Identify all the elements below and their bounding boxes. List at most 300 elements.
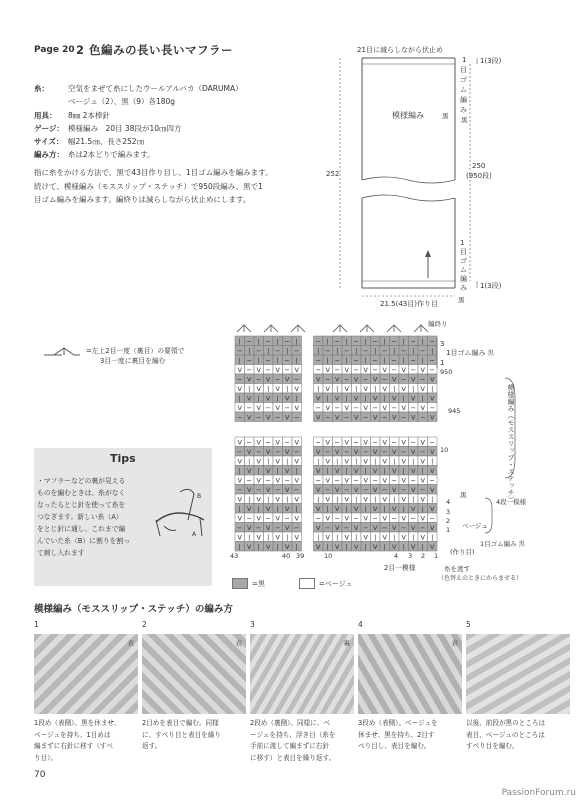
chart-symbol: | bbox=[374, 533, 377, 542]
chart-symbol: − bbox=[275, 524, 281, 532]
chart-symbol: V bbox=[344, 495, 349, 504]
chart-symbol: V bbox=[430, 394, 435, 403]
chart-symbol: V bbox=[316, 394, 321, 403]
chart-symbol: − bbox=[391, 337, 397, 346]
row-label: 3 bbox=[440, 340, 445, 348]
rib-bottom-char: 目 bbox=[460, 248, 467, 256]
chart-symbol: − bbox=[420, 524, 426, 532]
chart-symbol: V bbox=[382, 514, 387, 523]
rib-top-char: 編 bbox=[460, 96, 467, 104]
chart-symbol: | bbox=[295, 337, 298, 346]
spec-tools bbox=[34, 109, 304, 122]
chart-symbol: V bbox=[247, 467, 252, 475]
chart-symbol: V bbox=[344, 514, 349, 523]
row-label: 1 bbox=[446, 526, 451, 534]
chart-symbol: V bbox=[266, 375, 271, 384]
chart-symbol: − bbox=[284, 514, 290, 523]
caption-line: 返す。 bbox=[142, 742, 162, 751]
chart-symbol: V bbox=[247, 543, 252, 551]
chart-symbol: V bbox=[430, 505, 435, 513]
chart-symbol: − bbox=[391, 438, 397, 447]
decrease-symbol-icon bbox=[42, 345, 82, 359]
chart-symbol: | bbox=[393, 495, 396, 504]
chart-symbol: V bbox=[335, 375, 340, 384]
chart-symbol: − bbox=[294, 375, 300, 384]
chart-symbol: − bbox=[410, 514, 416, 523]
chart-symbol: | bbox=[355, 495, 358, 504]
chart-symbol: | bbox=[402, 337, 405, 346]
step-side: 表 bbox=[451, 639, 458, 647]
caption-line: すべり目を編む。 bbox=[466, 742, 519, 751]
spec-value: ベージュ（2）、黒（9）各180g bbox=[68, 97, 176, 107]
chart-symbol: V bbox=[401, 404, 406, 412]
chart-symbol: V bbox=[354, 486, 359, 494]
chart-symbol: V bbox=[344, 533, 349, 542]
chart-symbol: − bbox=[325, 486, 331, 494]
chart-symbol: − bbox=[246, 438, 252, 447]
chart-symbol: − bbox=[353, 514, 359, 523]
step-caption bbox=[142, 718, 246, 753]
chart-symbol: | bbox=[412, 385, 415, 393]
chart-symbol: | bbox=[355, 533, 358, 542]
spec-value: 糸は2本どりで編みます。 bbox=[68, 150, 155, 160]
chart-symbol: − bbox=[363, 375, 369, 384]
chart-symbol: | bbox=[248, 347, 251, 355]
step-number: 3 bbox=[250, 620, 255, 629]
chart-symbol: | bbox=[374, 347, 377, 355]
chart-symbol: | bbox=[383, 505, 386, 513]
chart-symbol: | bbox=[326, 356, 329, 365]
chart-symbol: − bbox=[363, 448, 369, 456]
chart-symbol: V bbox=[285, 394, 290, 403]
chart-symbol: − bbox=[237, 448, 243, 456]
chart-grid-bottom bbox=[235, 437, 437, 551]
tips-line: て刺し入れます bbox=[37, 549, 85, 557]
chart-symbol: V bbox=[285, 413, 290, 422]
chart-symbol: V bbox=[363, 495, 368, 504]
chart-symbol: − bbox=[294, 413, 300, 422]
rib-bottom-char: 1 bbox=[460, 239, 465, 247]
chart-symbol: | bbox=[286, 495, 289, 504]
spec-key: 編み方： bbox=[34, 150, 64, 160]
chart-symbol: V bbox=[420, 514, 425, 523]
chart-symbol: V bbox=[275, 404, 280, 412]
chart-symbol: V bbox=[247, 524, 252, 532]
chart-symbol: − bbox=[372, 404, 378, 412]
chart-symbol: V bbox=[344, 404, 349, 412]
spec-key: ゲージ： bbox=[34, 123, 64, 133]
row-label: 2 bbox=[446, 517, 451, 525]
chart-symbol: − bbox=[372, 514, 378, 523]
chart-symbol: | bbox=[421, 505, 424, 513]
chart-symbol: | bbox=[345, 505, 348, 513]
row-label: 1 bbox=[440, 359, 445, 367]
chart-symbol: V bbox=[373, 448, 378, 456]
caption-line: 休ませ、黒を持ち、2目す bbox=[358, 730, 435, 739]
method-text bbox=[34, 166, 314, 207]
chart-symbol: − bbox=[429, 514, 435, 523]
chart-symbol: V bbox=[363, 366, 368, 374]
length-pattern-rows: (950段) bbox=[466, 172, 492, 180]
step-photo bbox=[142, 634, 246, 714]
chart-symbol: V bbox=[363, 476, 368, 485]
step-photo bbox=[34, 634, 138, 714]
chart-symbol: − bbox=[410, 337, 416, 346]
chart-symbol: V bbox=[316, 413, 321, 422]
chart-symbol: − bbox=[265, 337, 271, 346]
chart-symbol: V bbox=[285, 375, 290, 384]
chart-symbol: V bbox=[420, 438, 425, 447]
page-title: 2 色編みの長い長いマフラー bbox=[76, 43, 234, 57]
chart-symbol: | bbox=[383, 337, 386, 346]
chart-symbol: | bbox=[412, 533, 415, 542]
chart-symbol: V bbox=[373, 375, 378, 384]
caption-line: に、すべり目と表目を繰り bbox=[142, 730, 221, 739]
chart-symbol: V bbox=[401, 385, 406, 393]
chart-symbol: − bbox=[420, 347, 426, 355]
chart-symbol: V bbox=[382, 495, 387, 504]
chart-symbol: V bbox=[285, 467, 290, 475]
chart-symbol: − bbox=[275, 347, 281, 355]
chart-symbol: | bbox=[286, 533, 289, 542]
chart-symbol: V bbox=[430, 486, 435, 494]
chart-symbol: V bbox=[325, 438, 330, 447]
chart-symbol: V bbox=[237, 495, 242, 504]
chart-symbol: − bbox=[429, 404, 435, 412]
legend-swatch-black bbox=[232, 578, 248, 589]
chart-symbol: V bbox=[237, 366, 242, 374]
chart-symbol: − bbox=[315, 337, 321, 346]
chart-symbol: V bbox=[335, 505, 340, 513]
caption-line: ージュを持ち、浮き目（糸を bbox=[250, 730, 336, 739]
chart-symbol: V bbox=[247, 413, 252, 422]
chart-symbol: V bbox=[316, 448, 321, 456]
chart-symbol: − bbox=[256, 347, 262, 355]
row-label: 10 bbox=[440, 446, 449, 454]
chart-symbol: − bbox=[410, 356, 416, 365]
chart-symbol: − bbox=[237, 347, 243, 355]
chart-symbol: − bbox=[401, 524, 407, 532]
legend-beige: =ベージュ bbox=[318, 579, 353, 588]
chart-symbol: V bbox=[256, 457, 261, 466]
chart-symbol: V bbox=[285, 505, 290, 513]
chart-symbol: − bbox=[382, 413, 388, 422]
chart-symbol: V bbox=[373, 543, 378, 551]
chart-symbol: V bbox=[266, 413, 271, 422]
chart-symbol: V bbox=[420, 476, 425, 485]
chart-symbol: V bbox=[344, 385, 349, 393]
chart-symbol: − bbox=[420, 486, 426, 494]
chart-symbol: V bbox=[420, 366, 425, 374]
chart-symbol: | bbox=[276, 356, 279, 365]
chart-symbol: − bbox=[256, 448, 262, 456]
chart-symbol: | bbox=[257, 337, 260, 346]
chart-symbol: − bbox=[401, 413, 407, 422]
chart-symbol: − bbox=[410, 476, 416, 485]
rib-top-char: ム bbox=[460, 86, 467, 94]
chart-symbol: V bbox=[237, 533, 242, 542]
chart-symbol: − bbox=[391, 404, 397, 412]
chart-symbol: − bbox=[237, 524, 243, 532]
chart-symbol: V bbox=[247, 394, 252, 403]
chart-symbol: V bbox=[294, 366, 299, 374]
chart-symbol: | bbox=[295, 505, 298, 513]
chart-symbol: | bbox=[257, 467, 260, 475]
chart-symbol: V bbox=[316, 375, 321, 384]
chart-symbol: − bbox=[353, 404, 359, 412]
chart-symbol: | bbox=[364, 356, 367, 365]
chart-symbol: V bbox=[411, 394, 416, 403]
step-caption bbox=[358, 718, 462, 753]
chart-symbol: − bbox=[284, 438, 290, 447]
chart-symbol: − bbox=[275, 413, 281, 422]
caption-line: ベージュを持ち、1目めは bbox=[34, 730, 111, 739]
chart-symbol: | bbox=[393, 385, 396, 393]
chart-symbol: V bbox=[256, 366, 261, 374]
caption-line: 3段め（表側）。ベージュを bbox=[358, 719, 438, 727]
chart-symbol: V bbox=[316, 505, 321, 513]
chart-symbol: − bbox=[344, 524, 350, 532]
chart-symbol: − bbox=[246, 356, 252, 365]
spec-size bbox=[34, 135, 304, 148]
chart-symbol: V bbox=[247, 448, 252, 456]
spec-yarn bbox=[34, 82, 304, 109]
chart-symbol: | bbox=[276, 467, 279, 475]
four-row-repeat: 4段一模様 bbox=[496, 498, 527, 506]
chart-symbol: − bbox=[372, 438, 378, 447]
chart-symbol: V bbox=[285, 486, 290, 494]
col-label: 3 bbox=[408, 552, 413, 560]
chart-symbol: V bbox=[430, 375, 435, 384]
chart-symbol: | bbox=[276, 543, 279, 551]
chart-symbol: − bbox=[237, 486, 243, 494]
chart-symbol: | bbox=[257, 356, 260, 365]
chart-symbol: | bbox=[431, 495, 434, 504]
chart-symbol: V bbox=[344, 457, 349, 466]
chart-symbol: − bbox=[325, 375, 331, 384]
chart-symbol: − bbox=[325, 413, 331, 422]
chart-symbol: V bbox=[411, 543, 416, 551]
chart-symbol: V bbox=[392, 448, 397, 456]
chart-symbol: − bbox=[334, 366, 340, 374]
col-label: 10 bbox=[324, 552, 333, 560]
spec-key: 糸： bbox=[34, 84, 49, 93]
chart-symbol: V bbox=[237, 404, 242, 412]
chart-symbol: V bbox=[275, 533, 280, 542]
chart-symbol: | bbox=[295, 394, 298, 403]
chart-symbol: − bbox=[410, 438, 416, 447]
chart-symbol: − bbox=[265, 476, 271, 485]
chart-symbol: V bbox=[237, 438, 242, 447]
chart-symbol: − bbox=[265, 366, 271, 374]
chart-symbol: − bbox=[275, 375, 281, 384]
howto-step bbox=[250, 620, 354, 762]
bind-off-end-label: 編終り bbox=[428, 320, 448, 328]
chart-symbol: | bbox=[267, 347, 270, 355]
rib-top-char: み bbox=[460, 106, 467, 114]
chart-symbol: | bbox=[355, 385, 358, 393]
chart-symbol: V bbox=[275, 495, 280, 504]
chart-symbol: V bbox=[316, 543, 321, 551]
chart-symbol: | bbox=[402, 505, 405, 513]
chart-symbol: V bbox=[294, 476, 299, 485]
chart-symbol: − bbox=[275, 486, 281, 494]
chart-symbol: V bbox=[275, 366, 280, 374]
chart-symbol: | bbox=[336, 457, 339, 466]
step-number: 4 bbox=[358, 620, 363, 629]
chart-symbol: − bbox=[315, 366, 321, 374]
row-label: 945 bbox=[448, 407, 461, 415]
step-number: 5 bbox=[466, 620, 471, 629]
chart-symbol: | bbox=[383, 467, 386, 475]
chart-symbol: | bbox=[345, 394, 348, 403]
chart-symbol: V bbox=[401, 514, 406, 523]
rib-top-char: ゴ bbox=[460, 76, 467, 84]
chart-symbol: V bbox=[294, 385, 299, 393]
chart-symbol: − bbox=[391, 476, 397, 485]
chart-symbol: V bbox=[430, 543, 435, 551]
chart-symbol: V bbox=[373, 394, 378, 403]
spec-gauge bbox=[34, 122, 304, 135]
chart-symbol: V bbox=[430, 448, 435, 456]
chart-symbol: | bbox=[267, 457, 270, 466]
chart-symbol: | bbox=[336, 533, 339, 542]
chart-symbol: − bbox=[256, 524, 262, 532]
chart-symbol: V bbox=[285, 524, 290, 532]
step-caption bbox=[34, 718, 138, 764]
chart-symbol: V bbox=[401, 366, 406, 374]
chart-symbol: V bbox=[363, 514, 368, 523]
rib-bottom-rows: 1(3段) bbox=[480, 282, 502, 290]
chart-symbol: | bbox=[257, 543, 260, 551]
chart-symbol: − bbox=[294, 448, 300, 456]
chart-symbol: V bbox=[430, 467, 435, 475]
chart-symbol: V bbox=[266, 467, 271, 475]
chart-symbol: − bbox=[372, 476, 378, 485]
chart-symbol: V bbox=[294, 533, 299, 542]
howto-title: 模様編み（モススリップ・ステッチ）の編み方 bbox=[34, 604, 233, 615]
caption-line: 表目、ベージュのところは bbox=[466, 730, 545, 739]
chart-symbol: V bbox=[382, 457, 387, 466]
chart-symbol: V bbox=[354, 505, 359, 513]
bind-off-marks bbox=[237, 325, 428, 332]
chart-symbol: − bbox=[372, 356, 378, 365]
step-number: 1 bbox=[34, 620, 39, 629]
chart-symbol: − bbox=[353, 476, 359, 485]
chart-symbol: V bbox=[363, 457, 368, 466]
chart-symbol: − bbox=[325, 347, 331, 355]
step-photo bbox=[358, 634, 462, 714]
chart-symbol: | bbox=[345, 543, 348, 551]
stitch-chart bbox=[230, 318, 575, 583]
chart-symbol: − bbox=[256, 413, 262, 422]
chart-symbol: V bbox=[294, 457, 299, 466]
chart-symbol: V bbox=[411, 448, 416, 456]
chart-symbol: | bbox=[374, 457, 377, 466]
chart-symbol: − bbox=[353, 356, 359, 365]
chart-symbol: | bbox=[393, 347, 396, 355]
chart-symbol: | bbox=[412, 457, 415, 466]
chart-symbol: V bbox=[335, 467, 340, 475]
chart-symbol: V bbox=[392, 543, 397, 551]
chart-symbol: − bbox=[265, 356, 271, 365]
chart-symbol: V bbox=[247, 375, 252, 384]
spec-key: 用具： bbox=[34, 110, 57, 120]
tips-label-b: B bbox=[197, 493, 202, 500]
spec-value: 空気をまぜて糸にしたウールアルパカ（DARUMA） bbox=[68, 84, 243, 93]
chart-symbol: V bbox=[325, 495, 330, 504]
caption-line: べり目し、表目を編む。 bbox=[358, 742, 431, 751]
chart-symbol: − bbox=[294, 347, 300, 355]
chart-symbol: V bbox=[266, 505, 271, 513]
chart-symbol: | bbox=[421, 337, 424, 346]
tips-line: ものを編むときは、糸がなく bbox=[37, 489, 126, 497]
length-total: 252 bbox=[326, 170, 340, 178]
symbol-note-line: =左上2目一度（裏目）の要領で bbox=[86, 347, 185, 355]
chart-symbol: − bbox=[372, 366, 378, 374]
chart-symbol: V bbox=[237, 476, 242, 485]
chart-symbol: V bbox=[373, 467, 378, 475]
chart-symbol: V bbox=[344, 366, 349, 374]
chart-symbol: V bbox=[266, 394, 271, 403]
caption-line: 編まずに右針に移す（すべ bbox=[34, 742, 113, 751]
step-side: 裏 bbox=[343, 639, 350, 647]
rib-top-rows: 1(3段) bbox=[480, 57, 502, 65]
chart-symbol: V bbox=[401, 438, 406, 447]
chart-symbol: − bbox=[237, 413, 243, 422]
chart-symbol: | bbox=[238, 505, 241, 513]
chart-symbol: V bbox=[373, 524, 378, 532]
howto-step bbox=[142, 620, 246, 751]
black-tag: 黒 bbox=[460, 491, 467, 499]
chart-grid-top bbox=[235, 336, 437, 422]
chart-symbol: | bbox=[326, 505, 329, 513]
chart-symbol: | bbox=[326, 467, 329, 475]
row-label: 4 bbox=[446, 498, 451, 506]
spec-value: 8㎜ 2本棒針 bbox=[68, 110, 110, 120]
legend bbox=[232, 578, 352, 589]
chart-symbol: | bbox=[238, 394, 241, 403]
chart-symbol: V bbox=[420, 457, 425, 466]
chart-symbol: V bbox=[382, 476, 387, 485]
step-number: 2 bbox=[142, 620, 147, 629]
caption-line: 1段め（表側）。黒を休ませ、 bbox=[34, 719, 121, 727]
chart-symbol: | bbox=[383, 543, 386, 551]
chart-symbol: V bbox=[363, 404, 368, 412]
howto-step bbox=[466, 620, 570, 751]
chart-symbol: | bbox=[295, 543, 298, 551]
symbol-note bbox=[86, 346, 184, 366]
chart-symbol: − bbox=[382, 486, 388, 494]
chart-symbol: − bbox=[315, 356, 321, 365]
carry-yarn-note: （色替えのときにからませる） bbox=[438, 575, 523, 582]
chart-symbol: V bbox=[266, 543, 271, 551]
chart-symbol: − bbox=[334, 476, 340, 485]
chart-symbol: − bbox=[363, 347, 369, 355]
chart-symbol: | bbox=[345, 356, 348, 365]
chart-symbol: | bbox=[248, 457, 251, 466]
chart-symbol: V bbox=[420, 533, 425, 542]
chart-symbol: V bbox=[275, 476, 280, 485]
chart-symbol: V bbox=[392, 524, 397, 532]
chart-symbol: V bbox=[401, 476, 406, 485]
row-label: 950 bbox=[440, 368, 453, 376]
chart-symbol: − bbox=[401, 375, 407, 384]
step-side: 表 bbox=[235, 639, 242, 647]
chart-symbol: | bbox=[317, 457, 320, 466]
chart-symbol: − bbox=[265, 404, 271, 412]
spec-list bbox=[34, 82, 304, 162]
